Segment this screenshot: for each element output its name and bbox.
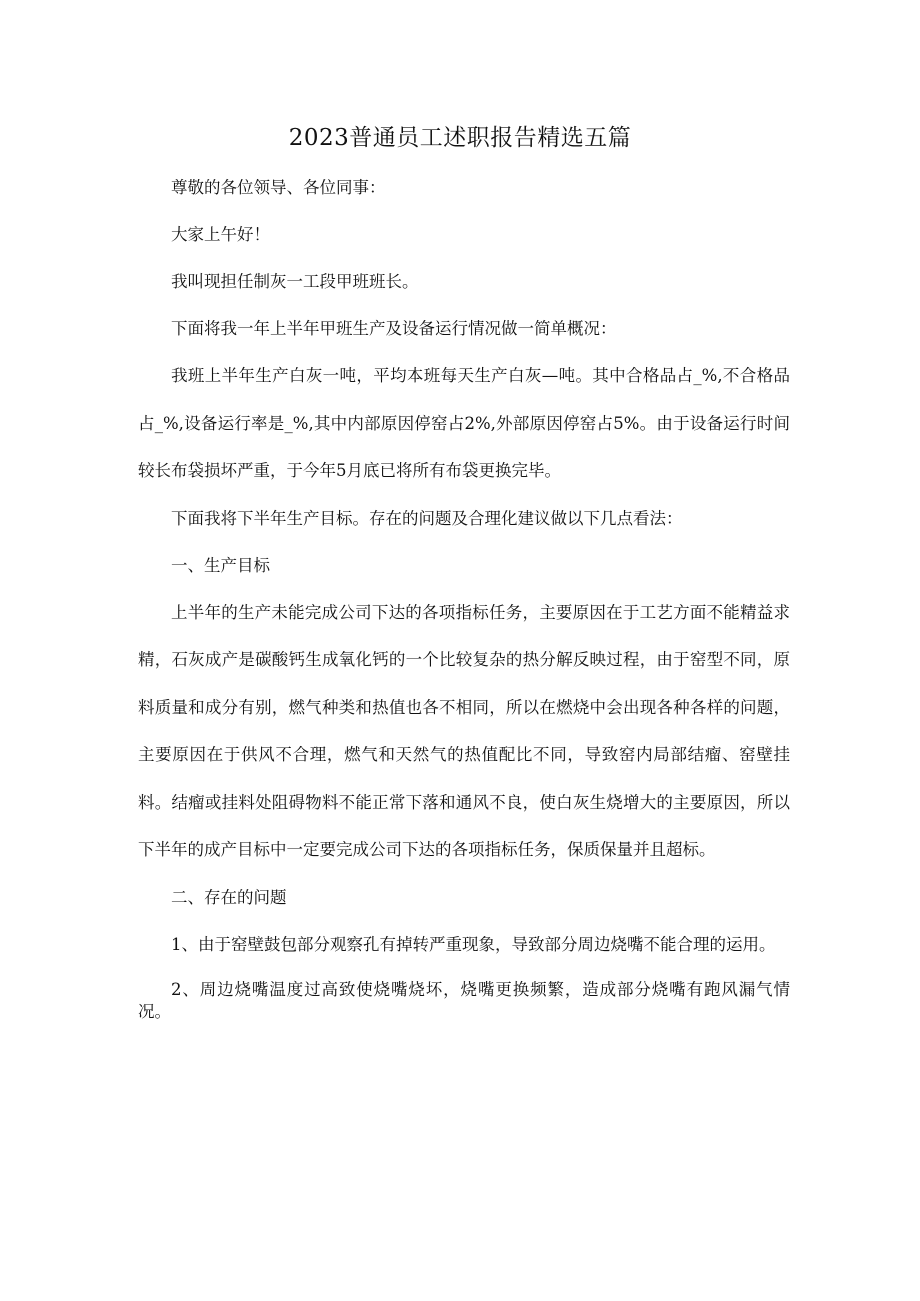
section2-heading: 二、存在的问题 bbox=[171, 887, 287, 907]
overview-paragraph: 我班上半年生产白灰一吨，平均本班每天生产白灰—吨。其中合格品占_%,不合格品占_%,设备运行率是_%,其中内部原因停窑占2%,外部原因停窑占5%。由于设备运行时间较长布袋损坏严重，于今年5月底已将所有布袋更换完毕。 bbox=[138, 366, 790, 480]
issue1-paragraph: 1、由于窑壁鼓包部分观察孔有掉转严重现象，导致部分周边烧嘴不能合理的运用。 bbox=[171, 934, 776, 954]
section1-body-paragraph: 上半年的生产未能完成公司下达的各项指标任务，主要原因在于工艺方面不能精益求精，石灰成产是碳酸钙生成氧化钙的一个比较复杂的热分解反映过程，由于窑型不同，原料质量和成分有别，燃气种类和热值也各不相同，所以在燃烧中会出现各种各样的问题，主要原因在于供风不合理，燃气和天然气的热值配比不同，导致窑内局部结瘤、窑壁挂料。结瘤或挂料处阻碍物料不能正常下落和通风不良，使白灰生烧增大的主要原因，所以下半年的成产目标中一定要完成公司下达的各项指标任务，保质保量并且超标。 bbox=[138, 602, 790, 859]
salutation-paragraph: 尊敬的各位领导、各位同事： bbox=[171, 178, 386, 197]
intro-paragraph: 我叫现担任制灰一工段甲班班长。 bbox=[171, 272, 419, 291]
greeting-paragraph: 大家上午好！ bbox=[171, 225, 270, 244]
issue2-paragraph: 2、周边烧嘴温度过高致使烧嘴烧坏，烧嘴更换频繁，造成部分烧嘴有跑风漏气情况。 bbox=[138, 980, 790, 1021]
document-title: 2023普通员工述职报告精选五篇 bbox=[288, 125, 632, 151]
plan-intro-paragraph: 下面我将下半年生产目标。存在的问题及合理化建议做以下几点看法： bbox=[171, 508, 683, 528]
document-body bbox=[138, 164, 790, 1023]
overview-intro-paragraph: 下面将我一年上半年甲班生产及设备运行情况做一简单概况： bbox=[171, 319, 617, 338]
section1-heading: 一、生产目标 bbox=[171, 555, 270, 575]
